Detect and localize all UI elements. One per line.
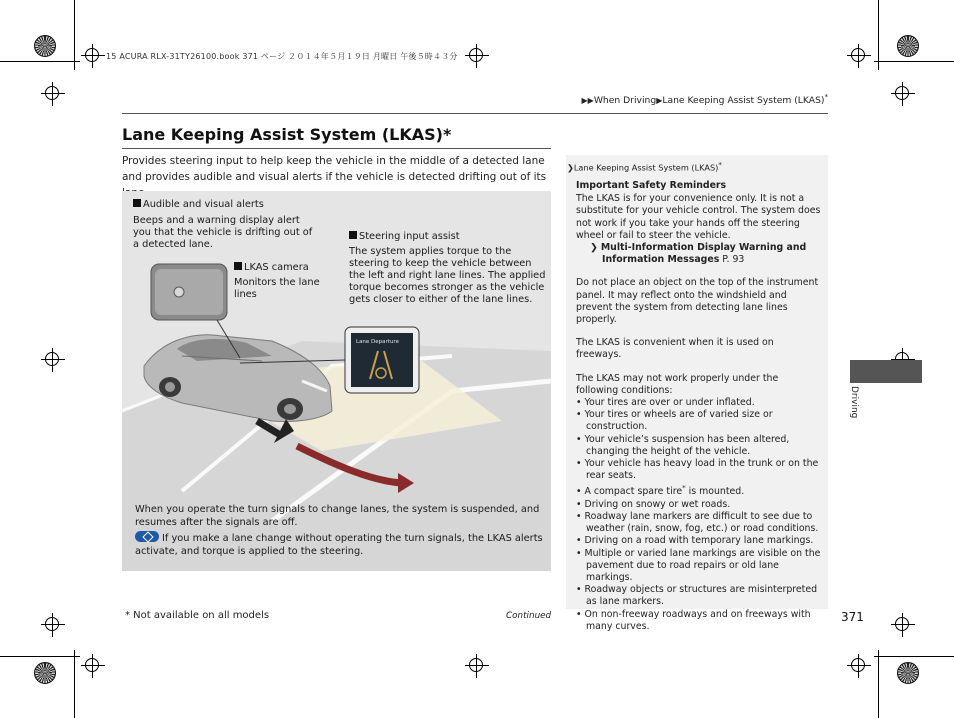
registration-mark-icon <box>45 352 59 366</box>
bullet-icon: • <box>576 535 582 547</box>
spare-tire-asterisk: * <box>682 484 686 493</box>
safety-heading: Important Safety Reminders <box>576 179 727 191</box>
bullet-icon: • <box>576 396 582 408</box>
crop-mark <box>0 61 80 62</box>
bullet-icon: • <box>576 547 582 559</box>
cross-reference-title[interactable]: Multi-Information Display Warning and Information Messages <box>600 241 807 266</box>
alerts-callout <box>133 199 318 251</box>
list-item <box>576 482 821 498</box>
page-title <box>122 125 451 144</box>
camera-description: Monitors the lane lines <box>234 277 320 300</box>
cross-reference-arrow-icon: ❯ <box>590 241 598 253</box>
header-rule <box>122 113 828 114</box>
sidebar-paragraph-4: The LKAS may not work properly under the following conditions: <box>576 372 779 396</box>
list-item-text: Driving on snowy or wet roads. <box>584 498 731 510</box>
lane-departure-display-text: Lane Departure <box>356 339 399 345</box>
registration-mark-icon <box>45 86 59 100</box>
crop-mark <box>878 650 879 718</box>
chapter-tab[interactable] <box>850 360 922 383</box>
crop-mark <box>874 656 954 657</box>
bullet-icon: • <box>576 486 582 498</box>
registration-mark-icon <box>85 658 99 672</box>
list-item-text: Roadway lane markers are difficult to see due to weather (rain, snow, fog, etc.) or road conditions. <box>584 510 819 535</box>
figure-notes <box>135 503 545 558</box>
camera-heading <box>234 262 334 274</box>
registration-mark-icon <box>895 86 909 100</box>
color-registration-icon <box>34 35 56 57</box>
lane-change-note <box>135 531 545 558</box>
alerts-heading-text: Audible and visual alerts <box>143 199 264 210</box>
color-registration-icon <box>897 35 919 57</box>
intro-paragraph: Provides steering input to help keep the vehicle in the middle of a detected lane and provides audible and visual alerts if the vehicle is detected drifting out of its <box>122 155 547 183</box>
camera-heading-text: LKAS camera <box>244 262 309 273</box>
crop-mark <box>74 650 75 718</box>
page-number: 371 <box>841 610 864 624</box>
list-item <box>576 397 821 409</box>
sidebar-content <box>567 159 821 633</box>
sidebar-paragraph-3: The LKAS is convenient when it is used on freeways. <box>576 337 774 361</box>
lane-change-note-text: If you make a lane change without operating the turn signals, the LKAS alerts activate, and torque is applied to the steering. <box>135 533 543 557</box>
bullet-icon: • <box>576 584 582 596</box>
note-icon <box>135 531 159 542</box>
crop-mark <box>878 0 879 70</box>
breadcrumb-section: When Driving <box>593 95 657 107</box>
list-item <box>576 511 821 535</box>
list-item-text: A compact spare tire <box>584 486 683 498</box>
list-item <box>576 458 821 482</box>
spare-tire-suffix: is mounted. <box>685 486 745 498</box>
breadcrumb <box>582 93 828 106</box>
conditions-list <box>576 397 821 633</box>
lkas-illustration-panel <box>122 191 551 571</box>
list-item <box>576 609 821 633</box>
list-item <box>576 499 821 511</box>
list-item-text: Your vehicle has heavy load in the trunk or on the rear seats. <box>584 458 819 482</box>
list-item <box>576 535 821 547</box>
page-title-asterisk: * <box>442 125 452 144</box>
crop-mark <box>74 0 75 70</box>
list-item-text: Roadway objects or structures are misinterpreted as lane markers. <box>584 584 818 608</box>
bullet-icon: • <box>576 409 582 421</box>
color-registration-icon <box>34 662 56 684</box>
reference-title: Lane Keeping Assist System (LKAS) <box>573 162 719 173</box>
breadcrumb-page: Lane Keeping Assist System (LKAS) <box>662 95 825 107</box>
square-bullet-icon <box>234 262 242 270</box>
list-item-text: Your tires or wheels are of varied size or construction. <box>584 409 773 433</box>
registration-mark-icon <box>85 48 99 62</box>
crop-mark <box>0 656 80 657</box>
footnote: * Not available on all models <box>125 610 270 621</box>
square-bullet-icon <box>349 231 357 239</box>
title-rule <box>122 148 551 149</box>
alerts-heading <box>133 199 318 211</box>
bullet-icon: • <box>576 498 582 510</box>
sidebar-panel <box>566 155 828 632</box>
registration-mark-icon <box>45 617 59 631</box>
crop-mark <box>874 61 954 62</box>
square-bullet-icon <box>133 199 141 207</box>
continued-label: Continued <box>506 611 552 621</box>
list-item <box>576 584 821 608</box>
list-item-text: Multiple or varied lane markings are visible on the pavement due to road repairs or old lane markings. <box>584 547 821 583</box>
turn-signal-note: When you operate the turn signals to change lanes, the system is suspended, and resumes after the signals are off. <box>135 504 540 528</box>
registration-mark-icon <box>469 48 483 62</box>
color-registration-icon <box>897 662 919 684</box>
breadcrumb-prefix-icon: ▶▶ <box>581 96 594 106</box>
bullet-icon: • <box>576 608 582 620</box>
camera-callout <box>234 262 334 301</box>
breadcrumb-separator-icon: ▶ <box>656 96 663 106</box>
page-title-text: Lane Keeping Assist System (LKAS) <box>122 125 443 144</box>
sidebar-paragraph-2: Do not place an object on the top of the instrument panel. It may reflect onto the windshield and prevent the system from detecting lane lines properly. <box>576 277 819 325</box>
steering-heading <box>349 231 549 243</box>
message-cross-reference[interactable] <box>590 242 821 266</box>
bullet-icon: • <box>576 510 582 522</box>
registration-mark-icon <box>851 658 865 672</box>
steering-callout <box>349 231 549 306</box>
reference-asterisk: * <box>718 161 722 169</box>
bullet-icon: • <box>576 433 582 445</box>
list-item-text: Driving on a road with temporary lane markings. <box>584 535 814 547</box>
registration-mark-icon <box>469 658 483 672</box>
steering-description: The system applies torque to the steering to keep the vehicle between the left and right lane lines. The applied torque becomes stronger as the vehicle gets closer to either of the lane lines. <box>349 246 546 305</box>
cross-reference-page[interactable]: P. 93 <box>722 254 745 266</box>
registration-mark-icon <box>895 617 909 631</box>
list-item <box>576 434 821 458</box>
list-item <box>576 548 821 585</box>
chapter-tab-label[interactable]: Driving <box>849 386 859 419</box>
list-item-text: On non-freeway roadways and on freeways with many curves. <box>584 608 811 632</box>
sidebar-reference <box>567 159 821 174</box>
steering-heading-text: Steering input assist <box>359 231 460 242</box>
reference-marker-icon: ❯ <box>567 162 574 173</box>
list-item <box>576 409 821 433</box>
print-header: 15 ACURA RLX-31TY26100.book 371 ページ ２０１４年５月１９日 月曜日 午後５時４３分 <box>106 52 458 61</box>
alerts-description: Beeps and a warning display alert you that the vehicle is drifting out of a detected lane. <box>133 215 313 250</box>
registration-mark-icon <box>851 48 865 62</box>
bullet-icon: • <box>576 458 582 469</box>
list-item-text: Your vehicle’s suspension has been altered, changing the height of the vehicle. <box>584 433 790 457</box>
list-item-text: Your tires are over or under inflated. <box>584 396 755 408</box>
sidebar-paragraph-1: The LKAS is for your convenience only. It is not a substitute for your vehicle control. The system does not work if you take your hands off the steering wheel or fail to steer the vehicle. <box>576 193 821 241</box>
breadcrumb-asterisk: * <box>824 93 828 101</box>
